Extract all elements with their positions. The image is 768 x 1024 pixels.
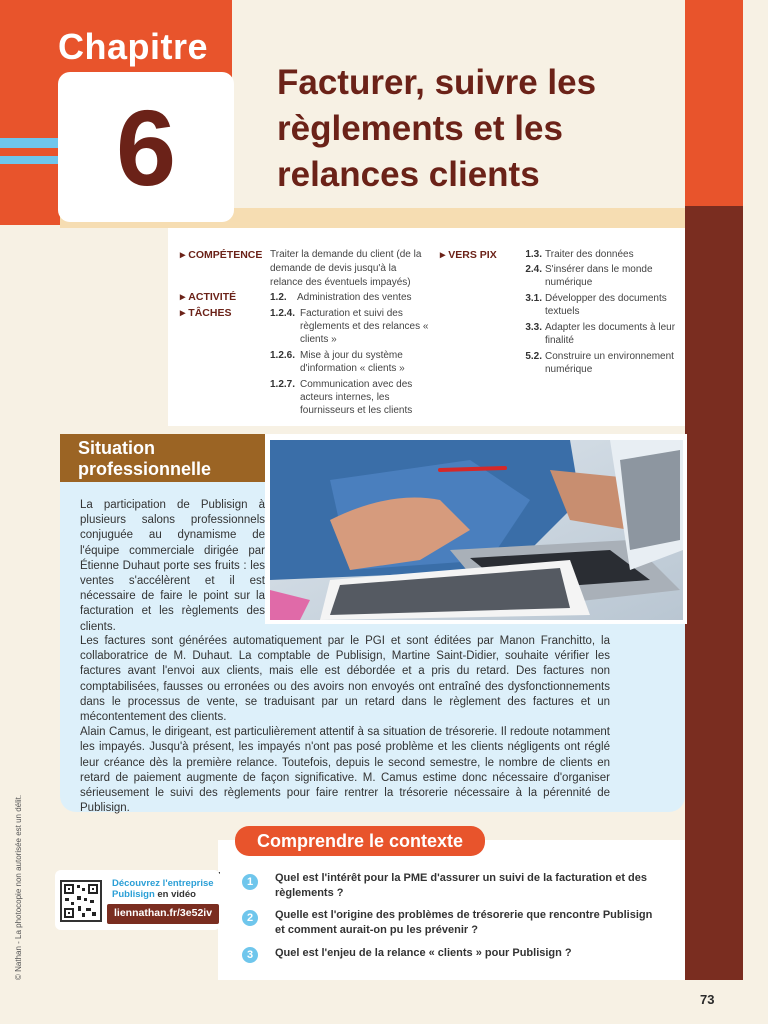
item-number: 1.2.6. bbox=[270, 350, 296, 361]
qr-code-icon[interactable] bbox=[60, 880, 102, 922]
competence-text: Traiter la demande du client (de la demande de devis jusqu'à la relance des éventuels impayés) bbox=[270, 249, 422, 288]
situation-text-block bbox=[80, 634, 610, 816]
chapter-number-box bbox=[58, 72, 234, 222]
taches-label: ▸ TÂCHES bbox=[180, 307, 231, 319]
tache-item bbox=[270, 349, 430, 375]
item-text: S'insérer dans le monde numérique bbox=[545, 264, 653, 288]
situation-paragraph: Les factures sont générées automatiquement par le PGI et sont éditées par Manon Franchitto, la collaboratrice de M. Duhaut. La comptable de Publisign, Martine Saint-Didier, souhaite vérifier les factures avant l'envoi aux clients, mais elle est débordée et a pris du retard. Des factures non comptabilisées, fausses ou erronées ou des avoirs non envoyés ont entraîné des dysfonctionnements dans le processus de vente, se traduisant par un retard dans le règlement des factures et un mécontentement des clients. bbox=[80, 635, 610, 724]
activite-item bbox=[270, 291, 430, 304]
item-number: 5.2. bbox=[525, 351, 542, 362]
context-header bbox=[235, 826, 485, 856]
item-text: Administration des ventes bbox=[297, 292, 412, 303]
item-text: Communication avec des acteurs internes, les fournisseurs et les clients bbox=[300, 379, 413, 416]
item-text: Adapter les documents à leur finalité bbox=[545, 322, 676, 346]
video-link[interactable]: liennathan.fr/3e52iv bbox=[114, 907, 213, 919]
pix-item bbox=[520, 292, 680, 318]
situation-paragraph: Alain Camus, le dirigeant, est particulièrement attentif à sa situation de trésorerie. Il redoute notamment les impayés. Jusqu'à présent, les impayés n'ont pas posé problème et les clients négligents ont réglé leur créance dès la première relance. Toutefois, depuis le second semestre, le nombre de clients en retard de paiement augmente de façon significative. M. Camus estime donc nécessaire d'organiser sérieusement le suivi des règlements pour faire rentrer la trésorerie nécessaire à la pérennité de Publisign. bbox=[80, 726, 610, 815]
question-number-badge: 2 bbox=[240, 908, 260, 928]
activite-label: ▸ ACTIVITÉ bbox=[180, 291, 236, 303]
pix-label: ▸ VERS PIX bbox=[440, 249, 497, 261]
item-number: 3.3. bbox=[525, 322, 542, 333]
right-brown-margin bbox=[685, 206, 743, 980]
competence-label: ▸ COMPÉTENCE bbox=[180, 249, 262, 261]
tache-item bbox=[270, 307, 430, 346]
item-number: 1.2. bbox=[270, 292, 287, 303]
item-text: Construire un environnement numérique bbox=[545, 351, 674, 375]
video-title bbox=[112, 878, 222, 900]
item-number: 1.2.4. bbox=[270, 308, 296, 319]
office-photo bbox=[270, 440, 683, 620]
chapter-label: Chapitre bbox=[58, 26, 209, 67]
item-text: Développer des documents textuels bbox=[545, 293, 667, 317]
item-number: 3.1. bbox=[525, 293, 542, 304]
question-number-badge: 3 bbox=[240, 945, 260, 965]
situation-paragraph: La participation de Publisign à plusieurs salons professionnels conjuguée au dynamisme de l'équipe commerciale dirigée par Étienne Duhaut porte ses fruits : les ventes s'accélèrent et il est nécessaire de faire le point sur la facturation et les règlements des clients. bbox=[80, 499, 265, 633]
pix-item bbox=[520, 263, 680, 289]
header-blue-stripe bbox=[0, 156, 60, 164]
chapter-title: Facturer, suivre les règlements et les relances clients bbox=[277, 63, 597, 194]
item-number: 1.3. bbox=[525, 249, 542, 260]
item-text: Mise à jour du système d'information « clients » bbox=[300, 350, 405, 374]
page-number: 73 bbox=[700, 992, 715, 1007]
tache-item bbox=[270, 378, 430, 417]
chapter-number: 6 bbox=[115, 86, 177, 208]
item-text: Traiter des données bbox=[545, 249, 634, 260]
item-text: Facturation et suivi des règlements et des relances « clients » bbox=[300, 308, 429, 345]
question-text: Quel est l'enjeu de la relance « clients » pour Publisign ? bbox=[275, 947, 572, 959]
copyright-note: © Nathan - La photocopie non autorisée est un délit. bbox=[14, 794, 23, 980]
pix-item bbox=[520, 321, 680, 347]
item-number: 2.4. bbox=[525, 264, 542, 275]
question-number-badge: 1 bbox=[240, 872, 260, 892]
header-blue-stripe bbox=[0, 138, 60, 148]
context-title: Comprendre le contexte bbox=[256, 830, 464, 851]
question-text: Quel est l'intérêt pour la PME d'assurer un suivi de la facturation et des règlements ? bbox=[275, 872, 647, 899]
pix-item bbox=[520, 350, 680, 376]
video-title-plain: en vidéo bbox=[157, 889, 196, 900]
right-orange-margin bbox=[685, 0, 743, 206]
pix-item bbox=[520, 248, 680, 261]
situation-title: Situation professionnelle bbox=[78, 438, 212, 479]
video-title-colored: Découvrez l'entreprise Publisign bbox=[112, 878, 214, 900]
question-text: Quelle est l'origine des problèmes de trésorerie que rencontre Publisign et comment aurait-on pu les prévenir ? bbox=[275, 909, 653, 936]
item-number: 1.2.7. bbox=[270, 379, 296, 390]
